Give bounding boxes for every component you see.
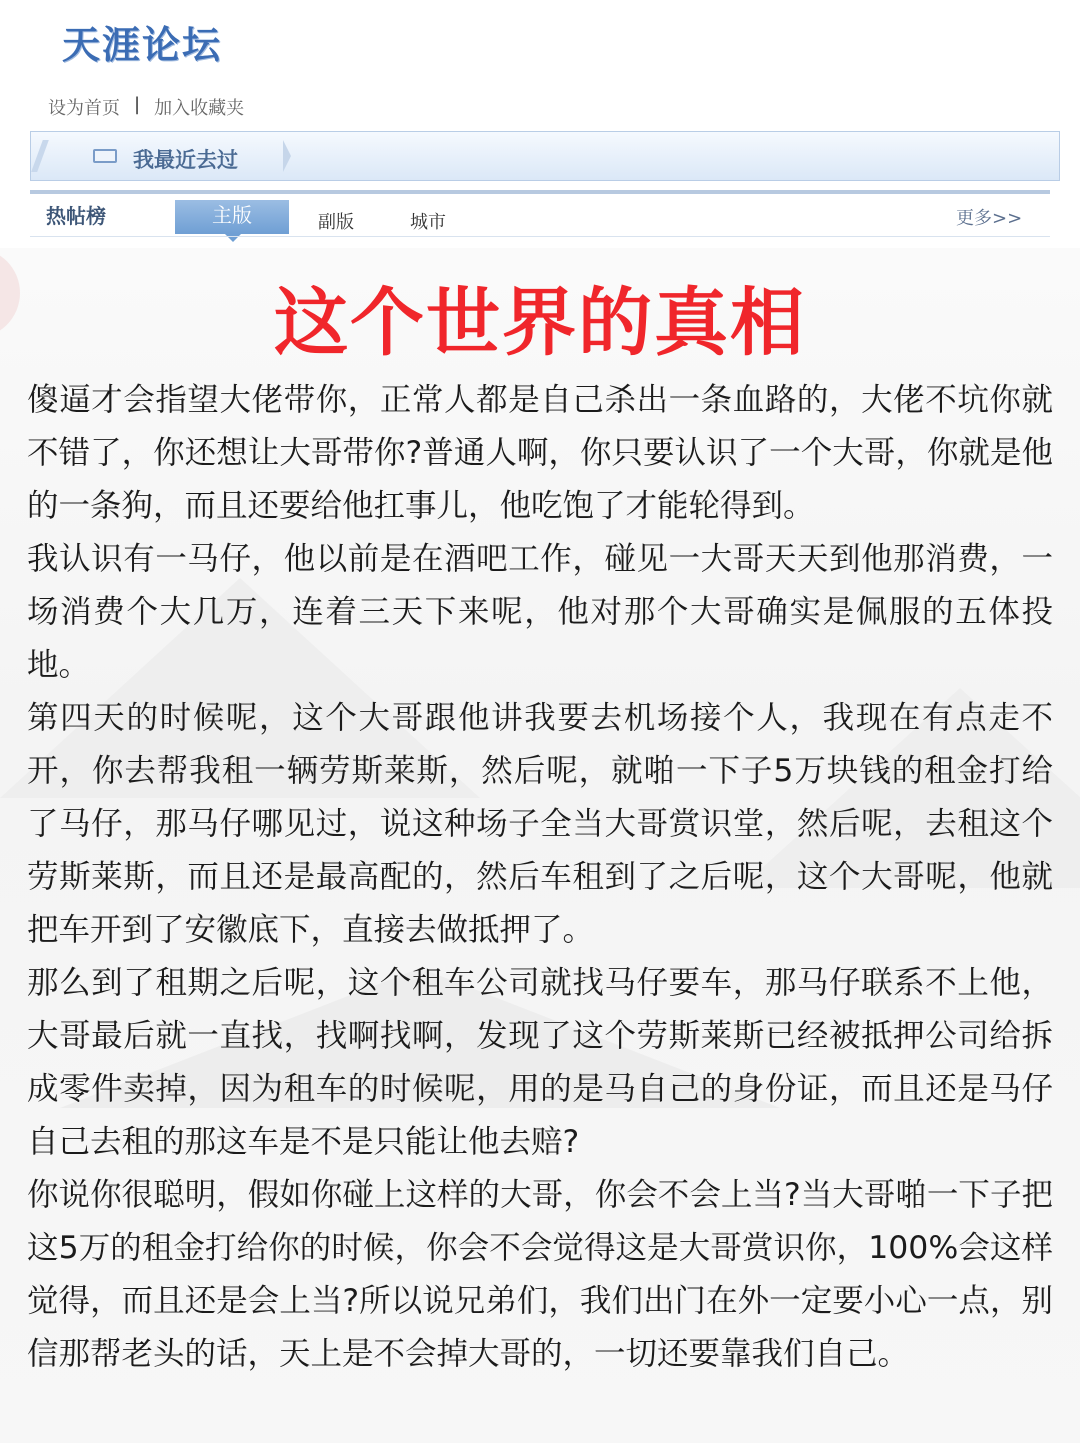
forum-header bbox=[0, 0, 1080, 248]
set-homepage-link[interactable]: 设为首页 bbox=[48, 98, 120, 119]
recent-visited-bar[interactable] bbox=[30, 131, 1060, 181]
paragraph: 我认识有一马仔，他以前是在酒吧工作，碰见一大哥天天到他那消费，一场消费个大几万，连着三天下来呢，他对那个大哥确实是佩服的五体投地。 bbox=[27, 541, 1053, 683]
window-icon bbox=[93, 149, 117, 163]
article-title: 这个世界的真相 bbox=[274, 280, 806, 366]
paragraph: 你说你很聪明，假如你碰上这样的大哥，你会不会上当?当大哥啪一下子把这5万的租金打给你的时候，你会不会觉得这是大哥赏识你，100%会这样觉得，而且还是会上当?所以说兄弟们，我们出门在外一定要小心一点，别信那帮老头的话，天上是不会掉大哥的，一切还要靠我们自己。 bbox=[27, 1177, 1053, 1372]
tab-hot-posts[interactable]: 热帖榜 bbox=[46, 204, 106, 228]
chevron-right-icon bbox=[283, 140, 291, 172]
top-links bbox=[48, 94, 244, 120]
tab-bottom-border bbox=[30, 236, 1050, 237]
more-link[interactable]: 更多>> bbox=[956, 208, 1023, 229]
paragraph: 第四天的时候呢，这个大哥跟他讲我要去机场接个人，我现在有点走不开，你去帮我租一辆劳斯莱斯，然后呢，就啪一下子5万块钱的租金打给了马仔，那马仔哪见过，说这种场子全当大哥赏识堂，然后呢，去租这个劳斯莱斯，而且还是最高配的，然后车租到了之后呢，这个大哥呢，他就把车开到了安徽底下，直接去做抵押了。 bbox=[27, 700, 1053, 948]
recent-visited-label[interactable]: 我最近去过 bbox=[133, 148, 238, 172]
add-favorite-link[interactable]: 加入收藏夹 bbox=[154, 98, 245, 119]
forum-logo[interactable]: 天涯论坛 bbox=[62, 23, 223, 67]
tab-city[interactable]: 城市 bbox=[410, 212, 446, 233]
article-body bbox=[27, 374, 1053, 1381]
paragraph: 傻逼才会指望大佬带你，正常人都是自己杀出一条血路的，大佬不坑你就不错了，你还想让大哥带你?普通人啊，你只要认识了一个大哥，你就是他的一条狗，而且还要给他扛事儿，他吃饱了才能轮得到。 bbox=[27, 382, 1053, 524]
bar-decoration bbox=[31, 140, 49, 172]
article-area bbox=[0, 248, 1080, 1443]
tab-sub-board[interactable]: 副版 bbox=[318, 212, 354, 233]
tab-divider bbox=[30, 190, 1050, 194]
link-separator: | bbox=[134, 94, 141, 115]
board-tabs bbox=[30, 196, 1050, 240]
paragraph: 那么到了租期之后呢，这个租车公司就找马仔要车，那马仔联系不上他，大哥最后就一直找，找啊找啊，发现了这个劳斯莱斯已经被抵押公司给拆成零件卖掉，因为租车的时候呢，用的是马自己的身份证，而且还是马仔自己去租的那这车是不是只能让他去赔? bbox=[27, 965, 1053, 1160]
tab-main-board[interactable]: 主版 bbox=[175, 200, 289, 234]
